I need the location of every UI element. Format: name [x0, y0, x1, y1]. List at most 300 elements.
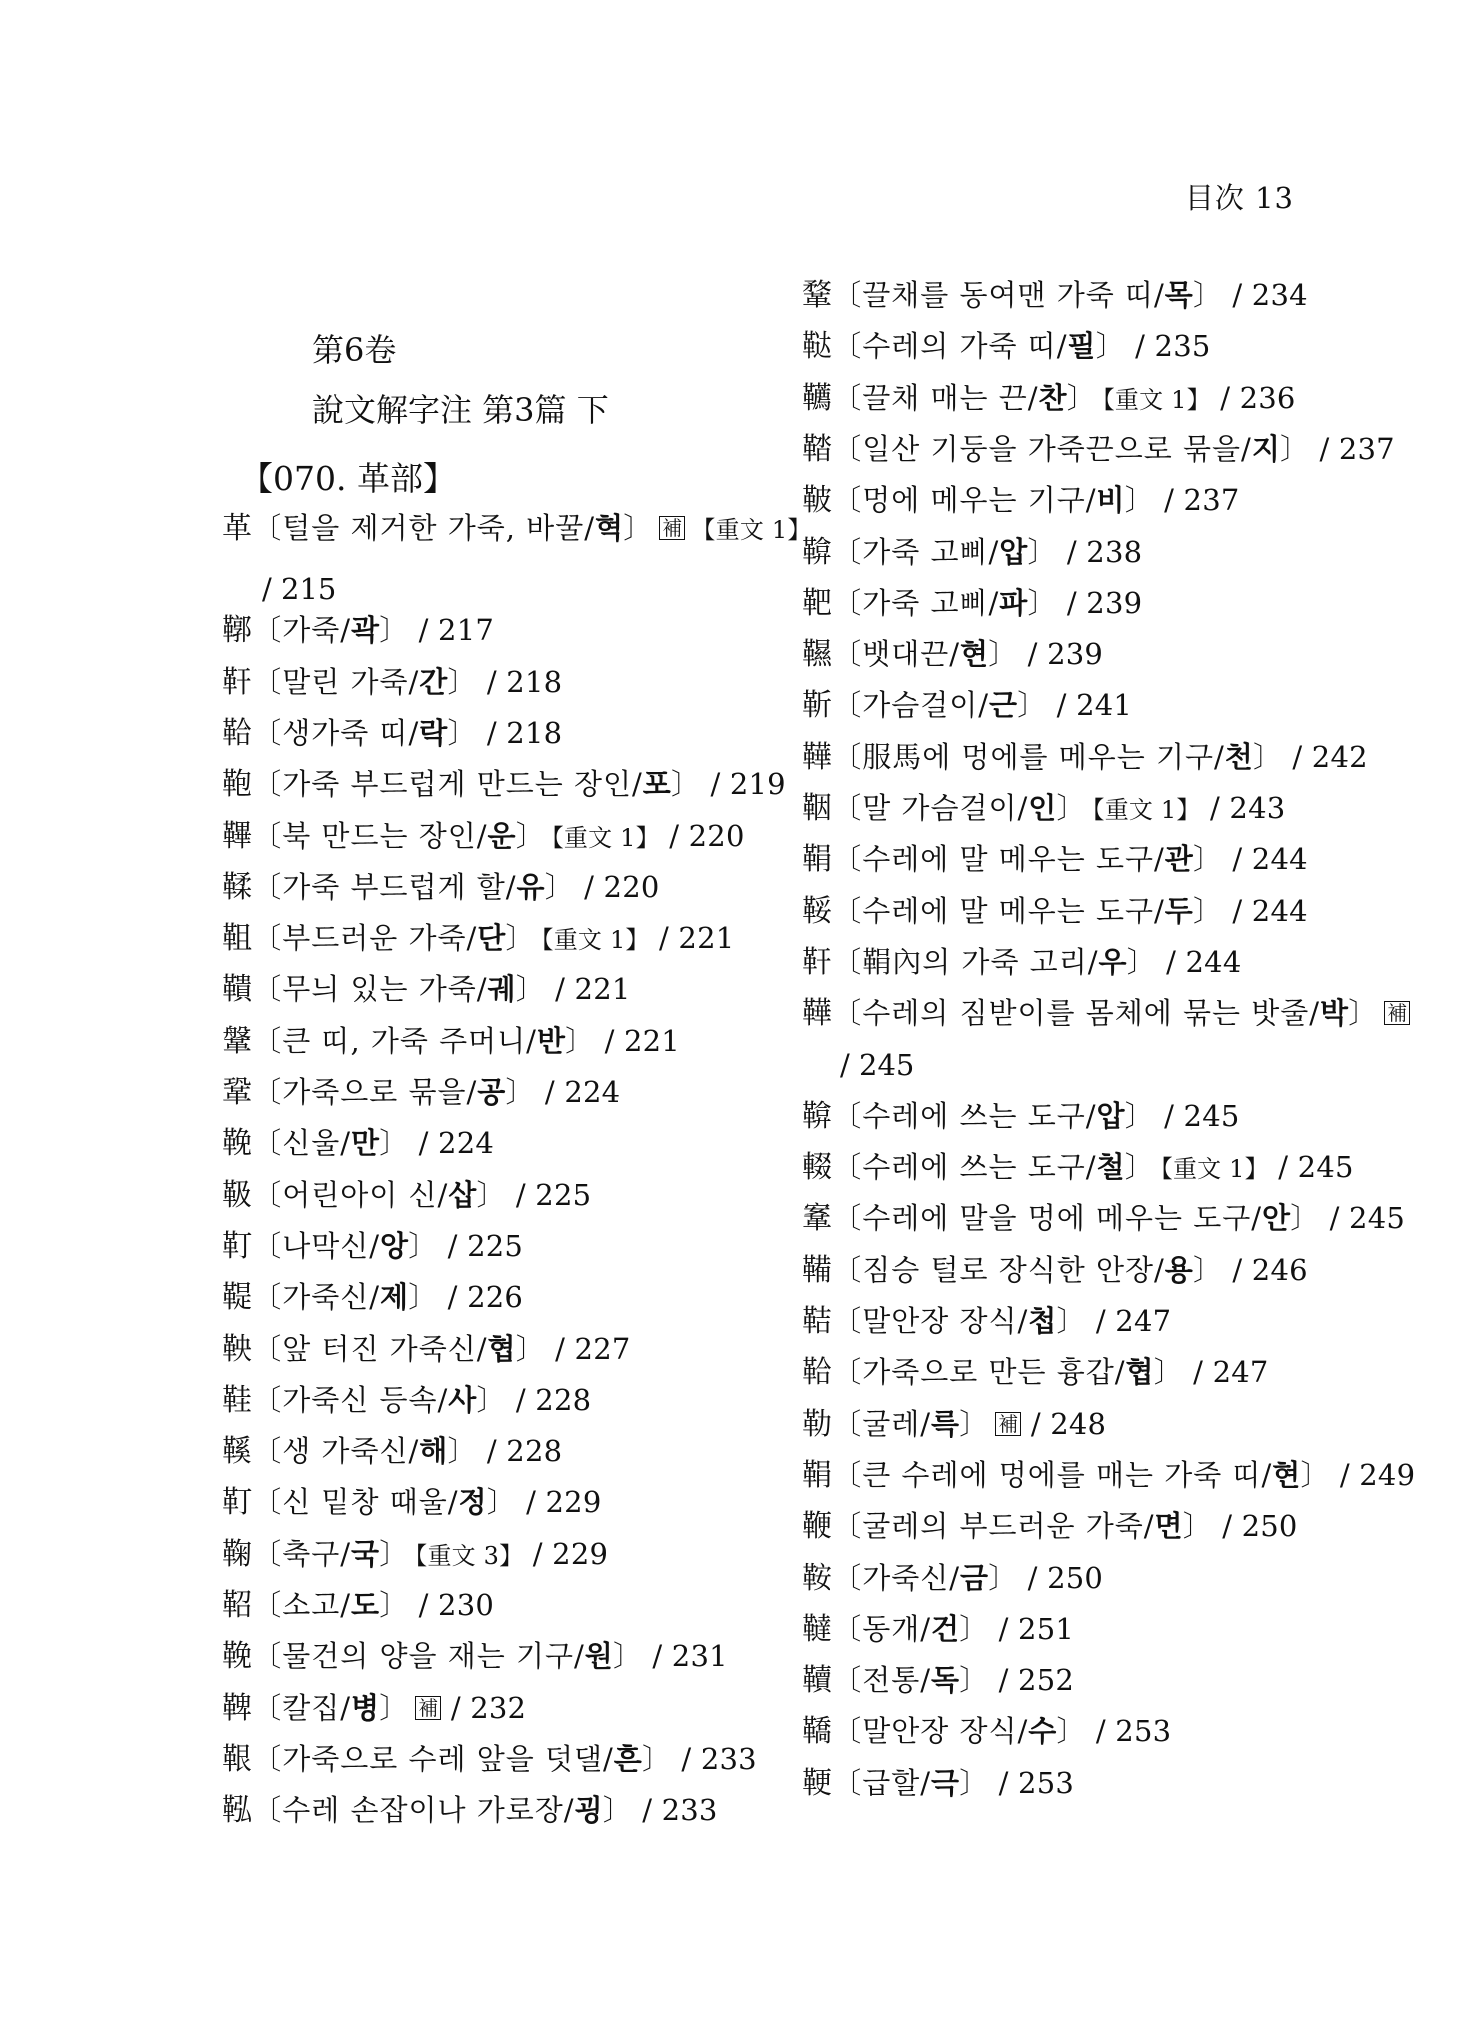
- duplicate-form-tag: 【重文 3】: [415, 1541, 524, 1570]
- entry-character: 鞣: [222, 869, 253, 905]
- entry-meaning: 〔말린 가죽/: [252, 664, 420, 699]
- index-entry: [222, 1118, 494, 1169]
- entry-character: 靪: [222, 1485, 253, 1521]
- entry-bracket: 〕: [959, 1611, 990, 1646]
- index-entry: [222, 1272, 523, 1323]
- index-entry: [802, 1758, 1074, 1809]
- entry-character: 鞾: [802, 739, 833, 775]
- entry-meaning: 〔축구/: [252, 1536, 352, 1571]
- entry-meaning: 〔동개/: [832, 1611, 932, 1646]
- entry-bracket: 〕: [1300, 1457, 1331, 1492]
- entry-reading: 비: [1096, 483, 1125, 518]
- page-number: / 219: [701, 767, 786, 802]
- page-number: / 230: [409, 1588, 495, 1622]
- index-entry: [802, 270, 1308, 321]
- index-entry: [802, 783, 1285, 836]
- entry-reading: 국: [351, 1536, 380, 1571]
- entry-character: 韃: [802, 1611, 833, 1647]
- entry-bracket: 〕: [476, 1382, 507, 1417]
- entry-character: 鞾: [802, 996, 833, 1032]
- volume-title: 第6卷: [312, 331, 397, 369]
- index-entry: [802, 1193, 1405, 1244]
- entry-character: 鞔: [222, 1126, 253, 1162]
- index-entry: [222, 913, 734, 966]
- entry-reading: 정: [458, 1485, 487, 1520]
- page-number: / 235: [1125, 329, 1211, 364]
- entry-meaning: 〔끌채를 동여맨 가죽 띠/: [832, 278, 1165, 312]
- entry-meaning: 〔수레에 쓰는 도구/: [832, 1150, 1097, 1185]
- page-number: / 224: [535, 1075, 621, 1109]
- entry-meaning: 〔급할/: [832, 1765, 932, 1800]
- page-number: / 243: [1200, 791, 1286, 825]
- index-entry: [802, 1706, 1171, 1757]
- entry-bracket: 〕: [486, 1485, 517, 1520]
- entry-reading: 우: [1098, 944, 1127, 979]
- index-entry: [222, 1734, 757, 1785]
- entry-meaning: 〔服馬에 멍에를 메우는 기구/: [832, 739, 1225, 774]
- entry-bracket: 〕: [642, 1741, 673, 1776]
- entry-character: 鞏: [222, 1075, 253, 1110]
- entry-bracket: 〕: [408, 1228, 439, 1263]
- entry-bracket: 〕: [959, 1663, 990, 1698]
- index-entry: [222, 1221, 523, 1272]
- entry-bracket: 〕: [1056, 791, 1087, 825]
- entry-bracket: 〕: [515, 1331, 546, 1366]
- entry-bracket: 〕: [1095, 329, 1126, 364]
- entry-character: 鞵: [222, 1434, 253, 1470]
- index-entry: [222, 1426, 562, 1477]
- index-entry: [222, 1170, 591, 1221]
- page-number: / 239: [1057, 585, 1143, 620]
- page-number: / 245: [1268, 1150, 1354, 1185]
- duplicate-form-tag: 【重文 1】: [1102, 385, 1211, 414]
- index-entry: [222, 1375, 591, 1426]
- index-entry: [802, 937, 1241, 988]
- page-number: / 217: [409, 613, 495, 648]
- index-entry: [802, 1655, 1074, 1706]
- index-entry: [802, 475, 1240, 526]
- entry-meaning: 〔어린아이 신/: [252, 1177, 449, 1212]
- entry-bracket: 〕: [544, 869, 575, 904]
- index-entry: [222, 759, 786, 810]
- entry-meaning: 〔북 만드는 장인/: [252, 818, 488, 853]
- page-number: / 221: [649, 921, 735, 956]
- index-entry: [222, 1631, 728, 1682]
- entry-bracket: 〕: [612, 1639, 643, 1674]
- entry-bracket: 〕: [447, 1434, 478, 1469]
- entry-character: 鞜: [802, 431, 833, 467]
- entry-meaning: 〔털을 제거한 가죽, 바꿀/: [252, 511, 595, 545]
- index-entry: [802, 321, 1211, 372]
- entry-bracket: 〕: [1280, 431, 1311, 466]
- entry-character: 革: [222, 511, 253, 546]
- entry-reading: 인: [1028, 791, 1057, 825]
- entry-bracket: 〕: [959, 1765, 990, 1800]
- entry-character: 鞁: [802, 483, 833, 519]
- entry-meaning: 〔수레의 가죽 띠/: [832, 329, 1068, 364]
- index-entry: [802, 1501, 1298, 1552]
- page-number: / 233: [632, 1793, 718, 1828]
- entry-meaning: 〔무늬 있는 가죽/: [252, 972, 488, 1007]
- entry-meaning: 〔수레에 말 메우는 도구/: [832, 893, 1165, 928]
- entry-bracket: 〕: [1182, 1509, 1213, 1544]
- index-entry: [222, 1324, 631, 1375]
- entry-reading: 병: [351, 1690, 380, 1725]
- entry-reading: 용: [1164, 1252, 1193, 1287]
- entry-character: 鞞: [222, 1690, 253, 1726]
- entry-bracket: 〕: [1290, 1201, 1321, 1236]
- entry-bracket: 〕: [505, 1075, 536, 1109]
- index-entry: [802, 834, 1308, 885]
- entry-reading: 찬: [1038, 380, 1067, 415]
- entry-reading: 건: [931, 1611, 960, 1646]
- entry-meaning: 〔일산 기둥을 가죽끈으로 묶을/: [832, 431, 1252, 466]
- entry-reading: 필: [1067, 329, 1096, 364]
- index-entry: [802, 1296, 1171, 1347]
- entry-reading: 단: [477, 921, 506, 956]
- entry-bracket: 〕: [1124, 1150, 1155, 1185]
- page-number: / 237: [1154, 483, 1240, 518]
- entry-meaning: 〔가죽/: [252, 613, 352, 648]
- page-number: / 232: [441, 1690, 527, 1725]
- entry-meaning: 〔칼집/: [252, 1690, 352, 1725]
- entry-reading: 락: [419, 715, 448, 750]
- index-entry: [802, 1450, 1415, 1501]
- entry-reading: 유: [516, 869, 545, 904]
- entry-reading: 제: [380, 1280, 409, 1315]
- page-number: / 228: [506, 1382, 592, 1417]
- page-header: 目次 13: [1184, 181, 1294, 215]
- entry-bracket: 〕: [1192, 278, 1223, 312]
- index-entry: [222, 708, 562, 759]
- index-entry: [222, 1016, 680, 1067]
- page-number: / 253: [989, 1765, 1075, 1800]
- page-number: / 224: [409, 1126, 495, 1161]
- entry-bracket: 〕: [988, 637, 1019, 672]
- entry-bracket: 〕: [1066, 380, 1097, 415]
- entry-bracket: 〕: [671, 767, 702, 802]
- page-number: / 237: [1310, 431, 1395, 466]
- entry-character: 勒: [802, 1406, 833, 1442]
- supplement-mark: 補: [995, 1412, 1021, 1436]
- page-number: / 250: [1212, 1509, 1298, 1544]
- index-entry: [802, 1553, 1103, 1604]
- entry-meaning: 〔수레 손잡이나 가로장/: [252, 1793, 575, 1828]
- index-entry: [802, 1245, 1308, 1296]
- supplement-mark: 補: [659, 516, 685, 540]
- entry-bracket: 〕: [602, 1793, 633, 1828]
- index-entry: [222, 964, 631, 1015]
- entry-meaning: 〔신울/: [252, 1126, 352, 1161]
- duplicate-form-tag: 【重文 1】: [551, 823, 660, 852]
- entry-reading: 지: [1251, 431, 1281, 466]
- entry-meaning: 〔수레에 말 메우는 도구/: [832, 842, 1165, 877]
- page-number: / 218: [477, 664, 563, 699]
- page-number: / 244: [1223, 842, 1308, 877]
- entry-meaning: 〔짐승 털로 장식한 안장/: [832, 1252, 1165, 1287]
- index-entry: [802, 732, 1368, 783]
- entry-bracket: 〕: [1192, 842, 1223, 877]
- entry-meaning: 〔鞙內의 가죽 고리/: [832, 944, 1099, 979]
- entry-bracket: 〕: [379, 613, 410, 648]
- page-number: / 226: [438, 1280, 524, 1315]
- page-number: / 241: [1047, 688, 1133, 723]
- entry-bracket: 〕: [1126, 944, 1157, 979]
- entry-bracket: 〕: [1124, 1098, 1155, 1133]
- entry-meaning: 〔가죽신 등속/: [252, 1382, 449, 1417]
- page-number: / 245: [1154, 1098, 1240, 1133]
- entry-meaning: 〔가죽으로 만든 흉갑/: [832, 1355, 1126, 1390]
- entry-meaning: 〔큰 수레에 멍에를 매는 가죽 띠/: [832, 1457, 1273, 1492]
- entry-character: 韉: [802, 380, 833, 416]
- page-number: / 233: [672, 1741, 757, 1776]
- entry-reading: 관: [1164, 842, 1193, 877]
- entry-character: 鞎: [222, 1741, 253, 1777]
- entry-meaning: 〔뱃대끈/: [832, 637, 961, 672]
- index-entry: [802, 680, 1132, 731]
- page-number: / 221: [595, 1023, 680, 1058]
- entry-meaning: 〔큰 띠, 가죽 주머니/: [252, 1023, 537, 1058]
- entry-reading: 간: [419, 664, 448, 699]
- entry-bracket: 〕: [515, 818, 546, 853]
- part-heading: 【070. 革部】: [240, 459, 456, 498]
- entry-reading: 륵: [931, 1406, 960, 1441]
- page-number: / 234: [1223, 278, 1308, 312]
- page-number: / 249: [1330, 1457, 1416, 1492]
- entry-reading: 수: [1028, 1714, 1057, 1749]
- entry-bracket: 〕: [379, 1536, 410, 1571]
- index-entry: [802, 1347, 1269, 1398]
- entry-bracket: 〕: [447, 664, 478, 699]
- entry-character: 鞭: [802, 1509, 833, 1545]
- entry-meaning: 〔수레에 말을 멍에 메우는 도구/: [832, 1201, 1263, 1236]
- entry-meaning: 〔생가죽 띠/: [252, 715, 420, 750]
- entry-character: 鞼: [222, 972, 253, 1008]
- entry-character: 鞑: [802, 329, 833, 365]
- page-number: / 239: [1018, 637, 1104, 672]
- entry-meaning: 〔가죽 부드럽게 할/: [252, 869, 517, 904]
- entry-character: 鞴: [802, 1252, 833, 1288]
- entry-character: 靶: [802, 585, 833, 621]
- entry-reading: 독: [931, 1663, 960, 1698]
- entry-meaning: 〔부드러운 가죽/: [252, 921, 478, 956]
- page-number: / 229: [523, 1536, 609, 1571]
- index-entry: [802, 527, 1142, 578]
- index-entry: [222, 1785, 718, 1836]
- entry-meaning: 〔가죽신/: [832, 1560, 961, 1595]
- entry-character: 鞽: [802, 1714, 833, 1750]
- entry-character: 韇: [802, 1663, 833, 1699]
- page-number: / 244: [1223, 893, 1308, 928]
- entry-meaning: 〔말안장 장식/: [832, 1714, 1029, 1749]
- page-number: / 248: [1021, 1406, 1107, 1441]
- page-number: / 247: [1183, 1355, 1269, 1390]
- section-title: 說文解字注 第3篇 下: [312, 391, 609, 429]
- entry-reading: 포: [642, 767, 672, 802]
- entry-bracket: 〕: [565, 1023, 596, 1058]
- page-number: / 220: [659, 818, 745, 853]
- entry-reading: 굉: [574, 1793, 603, 1828]
- page-number: / 244: [1156, 944, 1242, 979]
- entry-meaning: 〔굴레/: [832, 1406, 932, 1441]
- entry-bracket: 〕: [1252, 739, 1283, 774]
- page-number: / 231: [643, 1639, 728, 1674]
- entry-character: 鞌: [802, 1201, 833, 1237]
- entry-character: 鞈: [802, 1355, 833, 1391]
- entry-meaning: 〔가죽 부드럽게 만드는 장인/: [252, 767, 643, 802]
- continuation-page: / 245: [840, 1048, 915, 1082]
- entry-character: 靸: [222, 1177, 253, 1213]
- entry-bracket: 〕: [408, 1280, 439, 1315]
- entry-character: 鞮: [222, 1280, 253, 1316]
- entry-character: 靪: [222, 1228, 253, 1264]
- supplement-mark: 補: [1384, 1001, 1410, 1025]
- entry-character: 鞖: [802, 893, 833, 929]
- entry-meaning: 〔멍에 메우는 기구/: [832, 483, 1097, 518]
- entry-bracket: 〕: [1153, 1355, 1184, 1390]
- entry-meaning: 〔생 가죽신/: [252, 1434, 420, 1469]
- page-number: / 253: [1086, 1714, 1172, 1749]
- entry-meaning: 〔신 밑창 때울/: [252, 1485, 459, 1520]
- index-entry: [802, 424, 1395, 475]
- entry-bracket: 〕: [1027, 534, 1058, 569]
- entry-reading: 근: [989, 688, 1018, 723]
- entry-bracket: 〕: [988, 1560, 1019, 1595]
- page-number: / 236: [1210, 380, 1296, 415]
- index-entry: [802, 629, 1103, 680]
- entry-reading: 첩: [1028, 1304, 1057, 1338]
- entry-character: 鞄: [222, 767, 253, 803]
- entry-meaning: 〔물건의 양을 재는 기구/: [252, 1639, 585, 1674]
- entry-reading: 파: [999, 585, 1028, 620]
- index-entry: [802, 1399, 1106, 1450]
- entry-character: 鞕: [802, 1765, 833, 1801]
- entry-meaning: 〔가죽으로 묶을/: [252, 1075, 478, 1109]
- entry-reading: 원: [584, 1639, 613, 1674]
- index-entry: [802, 886, 1308, 937]
- index-entry: [222, 657, 562, 708]
- entry-character: 靻: [222, 921, 253, 957]
- entry-character: 鞀: [222, 1588, 253, 1623]
- entry-reading: 두: [1164, 893, 1193, 928]
- page-number: / 228: [477, 1434, 563, 1469]
- entry-character: 鞙: [802, 842, 833, 878]
- index-entry: [802, 1142, 1354, 1195]
- entry-bracket: 〕: [379, 1690, 410, 1725]
- entry-reading: 운: [487, 818, 516, 853]
- entry-reading: 극: [931, 1765, 960, 1800]
- page-number: / 251: [989, 1611, 1075, 1646]
- entry-meaning: 〔가죽 고삐/: [832, 585, 1000, 620]
- index-entry: [802, 988, 1410, 1039]
- entry-character: 鞊: [802, 1304, 833, 1339]
- entry-reading: 금: [960, 1560, 989, 1595]
- entry-character: 鞈: [222, 715, 253, 751]
- entry-meaning: 〔끌채 매는 끈/: [832, 380, 1039, 415]
- page-number: / 247: [1086, 1304, 1172, 1338]
- entry-reading: 곽: [351, 613, 380, 648]
- duplicate-form-tag: 【重文 1】: [1092, 796, 1201, 824]
- entry-bracket: 〕: [476, 1177, 507, 1212]
- index-entry: [222, 1529, 608, 1582]
- page-number: / 246: [1223, 1252, 1308, 1287]
- entry-bracket: 〕: [505, 921, 536, 956]
- entry-character: 鞔: [222, 1639, 253, 1675]
- page-number: / 221: [545, 972, 631, 1007]
- index-entry: [802, 373, 1296, 426]
- index-entry: [222, 503, 812, 556]
- index-entry: [222, 1067, 620, 1118]
- page-number: / 250: [1018, 1560, 1104, 1595]
- entry-reading: 해: [419, 1434, 448, 1469]
- entry-bracket: 〕: [1027, 585, 1058, 620]
- index-entry: [802, 578, 1142, 629]
- entry-reading: 반: [536, 1023, 566, 1058]
- entry-character: 韅: [802, 637, 833, 673]
- duplicate-form-tag: 【重文 1】: [541, 926, 650, 955]
- entry-character: 輟: [802, 1150, 833, 1186]
- entry-meaning: 〔전통/: [832, 1663, 932, 1698]
- index-entry: [802, 1091, 1240, 1142]
- duplicate-form-tag: 【重文 1】: [691, 516, 812, 544]
- entry-reading: 현: [960, 637, 989, 672]
- page-number: / 225: [438, 1228, 524, 1263]
- entry-bracket: 〕: [623, 511, 654, 545]
- entry-character: 鞍: [802, 1560, 833, 1596]
- entry-reading: 압: [999, 534, 1028, 569]
- index-entry: [222, 1477, 601, 1528]
- entry-character: 鞥: [802, 1098, 833, 1134]
- page-number: / 245: [1320, 1201, 1406, 1236]
- entry-bracket: 〕: [959, 1406, 990, 1441]
- entry-meaning: 〔가슴걸이/: [832, 688, 990, 723]
- index-entry: [222, 811, 745, 864]
- page-number: / 252: [989, 1663, 1075, 1698]
- entry-reading: 공: [477, 1075, 506, 1109]
- entry-bracket: 〕: [1348, 996, 1379, 1031]
- entry-reading: 협: [1125, 1355, 1154, 1390]
- page-number: / 242: [1283, 739, 1368, 774]
- entry-reading: 압: [1096, 1098, 1125, 1133]
- entry-meaning: 〔앞 터진 가죽신/: [252, 1331, 488, 1366]
- entry-reading: 궤: [487, 972, 516, 1007]
- entry-reading: 사: [448, 1382, 477, 1417]
- entry-character: 鞪: [802, 278, 833, 313]
- entry-reading: 앙: [380, 1228, 409, 1263]
- entry-character: 鞋: [222, 1382, 253, 1418]
- entry-character: 鞙: [802, 1457, 833, 1493]
- index-entry: [802, 1604, 1074, 1655]
- entry-character: 鞅: [222, 1331, 253, 1367]
- entry-character: 鞇: [802, 791, 833, 826]
- entry-character: 鞥: [802, 534, 833, 570]
- entry-character: 鞹: [222, 613, 253, 649]
- entry-reading: 현: [1272, 1457, 1301, 1492]
- entry-bracket: 〕: [1056, 1304, 1087, 1338]
- entry-reading: 안: [1262, 1201, 1291, 1236]
- entry-reading: 흔: [613, 1741, 642, 1776]
- index-entry: [222, 1683, 526, 1734]
- entry-character: 鞸: [222, 818, 253, 854]
- continuation-page: / 215: [262, 572, 337, 606]
- entry-bracket: 〕: [379, 1588, 410, 1622]
- entry-bracket: 〕: [1192, 1252, 1223, 1287]
- entry-reading: 만: [351, 1126, 380, 1161]
- page-number: / 227: [545, 1331, 631, 1366]
- entry-reading: 혁: [594, 511, 624, 545]
- entry-meaning: 〔말안장 장식/: [832, 1304, 1029, 1338]
- entry-character: 靬: [222, 664, 253, 700]
